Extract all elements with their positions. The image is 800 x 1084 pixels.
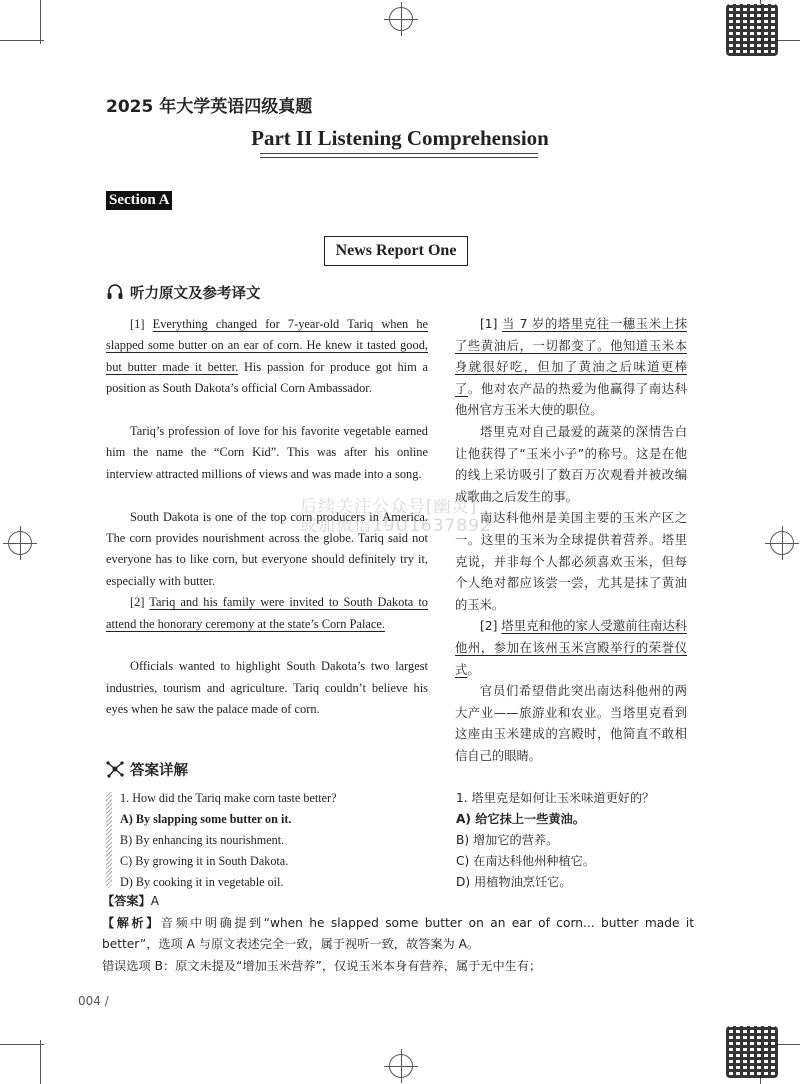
option-d-zh: D) 用植物油烹饪它。: [456, 875, 572, 889]
chinese-translation: [455, 314, 687, 767]
page-number: 004 /: [78, 994, 109, 1008]
registration-mark: [8, 531, 32, 555]
qr-code: [726, 1026, 778, 1078]
answer-heading: [106, 759, 188, 780]
registration-mark: [770, 531, 794, 555]
zh-paragraph: 官员们希望借此突出南达科他州的两大产业——旅游业和农业。当塔里克看到这座由玉米建成的宫殿时，他简直不敢相信自己的眼睛。: [455, 684, 687, 763]
title-rule: [260, 153, 538, 158]
answer-line: 【答案】A: [102, 894, 160, 908]
zh-paragraph: [1] 当 7 岁的塔里克往一穗玉米上抹了些黄油后，一切都变了。他知道玉米本身就很好吃，但加了黄油之后味道更棒了。他对农产品的热爱为他赢得了南达科他州官方玉米大使的职位。: [455, 317, 687, 418]
en-paragraph: [1] Everything changed for 7-year-old Tariq when he slapped some butter on an ear of corn. He knew it tasted good, but butter made it better. His passion for produce got him a position as South Dakota’s official Corn Ambassador.: [106, 317, 429, 396]
underlined-text: Tariq and his family were invited to South Dakota to attend the honorary ceremony at the state’s Corn Palace.: [106, 595, 428, 631]
option-b: B) By enhancing its nourishment.: [120, 833, 285, 847]
crop-mark: [0, 1044, 44, 1045]
question-english: [120, 788, 337, 893]
registration-mark: [389, 1054, 413, 1078]
answer-heading-label: 答案详解: [130, 763, 188, 779]
transcript-heading-label: 听力原文及参考译文: [130, 286, 261, 302]
answer-value: A: [150, 894, 160, 908]
watermark: 后续关注公众号[幽灵] 或加微信19U1637892: [300, 497, 492, 536]
crop-mark: [40, 0, 41, 44]
news-title-box: News Report One: [324, 236, 468, 266]
headphones-icon: [106, 283, 124, 301]
network-icon: [106, 760, 124, 778]
en-paragraph: Tariq’s profession of love for his favorite vegetable earned him the name the “Corn Kid”. This was after his online interview attracted millions of views and was made into a song.: [106, 424, 428, 481]
question-stem-zh: 1. 塔里克是如何让玉米味道更好的？: [456, 791, 655, 805]
qr-code: [726, 4, 778, 56]
underlined-text: Everything changed for 7-year-old Tariq when he slapped some butter on an ear of corn. He knew it tasted good, but butter made it better.: [106, 317, 429, 374]
en-paragraph: [2] Tariq and his family were invited to South Dakota to attend the honorary ceremony at the state’s Corn Palace.: [106, 595, 428, 631]
en-paragraph: South Dakota is one of the top corn producers in America. The corn provides nourishment across the globe. Tariq said not everyone has to like corn, but everyone should definitely try it, especially with butter.: [106, 509, 428, 588]
part-title: Part II Listening Comprehension: [251, 126, 549, 150]
option-a-zh: A) 给它抹上一些黄油。: [456, 812, 585, 826]
zh-paragraph: [2] 塔里克和他的家人受邀前往南达科他州，参加在该州玉米宫殿举行的荣誉仪式。: [455, 619, 687, 677]
underlined-text: 塔里克和他的家人受邀前往南达科他州，参加在该州玉米宫殿举行的荣誉仪式: [455, 619, 687, 677]
zh-paragraph: 南达科他州是美国主要的玉米产区之一。这里的玉米为全球提供着营养。塔里克说，并非每个人都必须喜欢玉米，但每个人绝对都应该尝一尝，尤其是抹了黄油的玉米。: [455, 511, 687, 612]
option-d: D) By cooking it in vegetable oil.: [120, 875, 284, 889]
hatch-bar: [106, 792, 112, 888]
option-a: A) By slapping some butter on it.: [120, 812, 292, 826]
wrong-option-b: 错误选项 B：原文未提及“增加玉米营养”，仅说玉米本身有营养，属于无中生有；: [102, 958, 542, 973]
analysis-line: 【解析】音频中明确提到“when he slapped some butter on an ear of corn... butter made it better”，选项 A 与原文表述完全一致，属于视听一致，故答案为 A。: [102, 915, 695, 951]
option-c-zh: C) 在南达科他州种植它。: [456, 854, 596, 868]
exam-title: 2025 年大学英语四级真题: [106, 97, 313, 117]
option-c: C) By growing it in South Dakota.: [120, 854, 289, 868]
question-chinese: [456, 788, 654, 893]
option-b-zh: B) 增加它的营养。: [456, 833, 559, 847]
question-stem: 1. How did the Tariq make corn taste better?: [120, 791, 337, 805]
en-paragraph: Officials wanted to highlight South Dakota’s two largest industries, tourism and agriculture. Tariq couldn’t believe his eyes when he saw the palace made of corn.: [106, 659, 428, 717]
zh-paragraph: 塔里克对自己最爱的蔬菜的深情告白让他获得了“玉米小子”的称号。这是在他的线上采访吸引了数百万次观看并被改编成歌曲之后发生的事。: [455, 424, 687, 504]
section-badge: Section A: [106, 191, 172, 210]
transcript-heading: [106, 282, 261, 303]
crop-mark: [0, 40, 44, 41]
answer-block: [102, 891, 694, 977]
registration-mark: [389, 7, 413, 31]
underlined-text: 当 7 岁的塔里克往一穗玉米上抹了些黄油后，一切都变了。他知道玉米本身就很好吃，但加了黄油之后味道更棒了: [455, 317, 687, 396]
crop-mark: [40, 1040, 41, 1084]
